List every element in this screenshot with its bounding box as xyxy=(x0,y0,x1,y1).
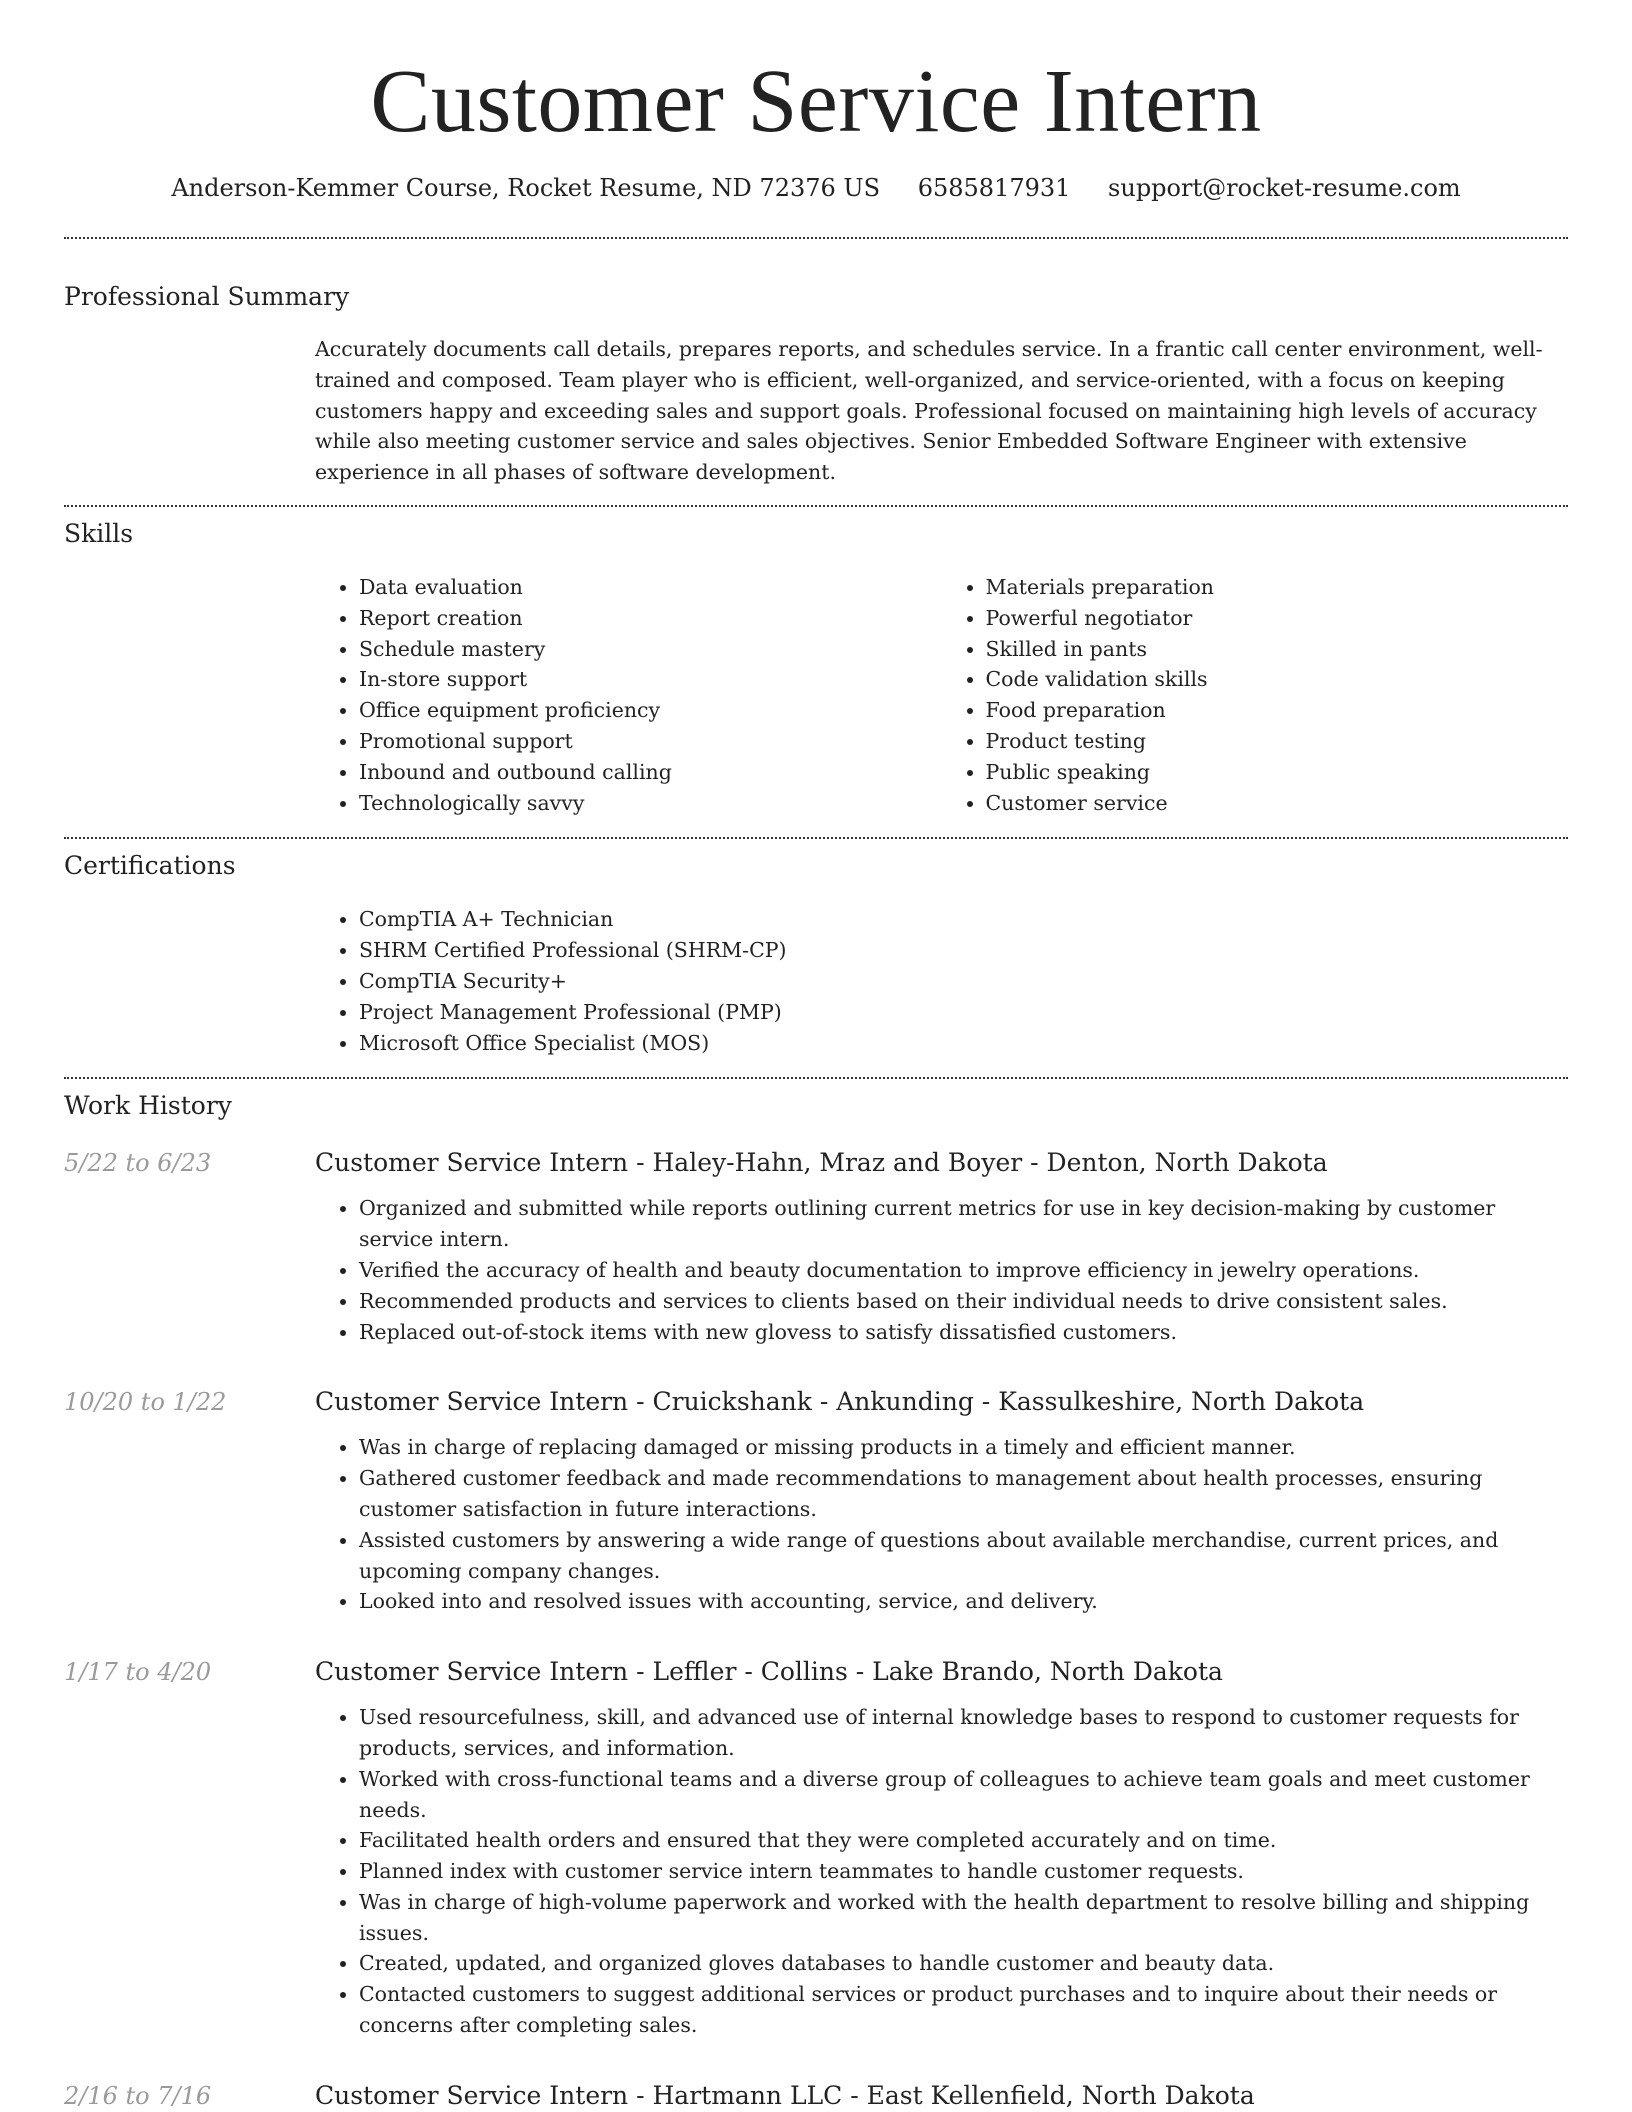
job-bullet: • Was in charge of high-volume paperwork and worked with the health department to resolve billing and shipping issues. xyxy=(359,1887,1568,1949)
job-bullet: • Facilitated health orders and ensured that they were completed accurately and on time. xyxy=(359,1825,1568,1856)
contact-phone: 6585817931 xyxy=(917,174,1071,202)
job-bullet: • Planned index with customer service intern teammates to handle customer requests. xyxy=(359,1856,1568,1887)
skill-item: • Office equipment proficiency xyxy=(359,695,942,726)
contact-line xyxy=(64,173,1568,203)
job-bullet: • Assisted customers by answering a wide range of questions about available merchandise, current prices, and upcoming company changes. xyxy=(359,1525,1568,1587)
skill-item: • Food preparation xyxy=(986,695,1569,726)
resume-page xyxy=(64,0,1568,2110)
job-entry xyxy=(64,1148,1568,1347)
certification-item: • Project Management Professional (PMP) xyxy=(359,997,1568,1028)
section-divider xyxy=(64,237,1568,239)
job-entry xyxy=(64,1657,1568,2041)
skill-item: • Schedule mastery xyxy=(359,634,942,665)
job-bullet: • Was in charge of replacing damaged or missing products in a timely and efficient manner. xyxy=(359,1432,1568,1463)
skill-item: • Code validation skills xyxy=(986,664,1569,695)
job-date: 1/17 to 4/20 xyxy=(64,1658,212,1687)
certification-item: • CompTIA Security+ xyxy=(359,966,1568,997)
skills-column-2 xyxy=(942,572,1569,818)
resume-name: Customer Service Intern xyxy=(370,52,1262,151)
job-date: 2/16 to 7/16 xyxy=(64,2081,212,2110)
job-bullet: • Recommended products and services to clients based on their individual needs to drive consistent sales. xyxy=(359,1286,1568,1317)
job-bullet: • Gathered customer feedback and made recommendations to management about health processes, ensuring customer satisfaction in future interactions. xyxy=(359,1463,1568,1525)
job-title: Customer Service Intern - Haley-Hahn, Mraz and Boyer - Denton, North Dakota xyxy=(315,1148,1328,1178)
job-bullet: • Used resourcefulness, skill, and advanced use of internal knowledge bases to respond to customer requests for products, services, and information. xyxy=(359,1702,1568,1764)
skill-item: • Public speaking xyxy=(986,757,1569,788)
job-entry xyxy=(64,2081,1568,2110)
section-title-skills: Skills xyxy=(64,518,134,548)
job-bullet: • Worked with cross-functional teams and a diverse group of colleagues to achieve team goals and meet customer needs. xyxy=(359,1764,1568,1826)
job-date: 10/20 to 1/22 xyxy=(64,1388,227,1417)
skills-column-1 xyxy=(315,572,942,818)
section-title-summary: Professional Summary xyxy=(64,282,350,311)
job-bullet: • Contacted customers to suggest additional services or product purchases and to inquire about their needs or concerns after completing sales. xyxy=(359,1979,1568,2041)
certification-item: • SHRM Certified Professional (SHRM-CP) xyxy=(359,935,1568,966)
section-divider xyxy=(64,505,1568,507)
skill-item: • Data evaluation xyxy=(359,572,942,603)
section-divider xyxy=(64,1077,1568,1079)
skill-item: • Technologically savvy xyxy=(359,788,942,819)
skill-item: • Inbound and outbound calling xyxy=(359,757,942,788)
job-bullet: • Organized and submitted while reports outlining current metrics for use in key decision-making by customer service intern. xyxy=(359,1193,1568,1255)
skill-item: • In-store support xyxy=(359,664,942,695)
section-title-work-history: Work History xyxy=(64,1091,232,1121)
job-bullet: • Created, updated, and organized gloves databases to handle customer and beauty data. xyxy=(359,1948,1568,1979)
certification-item: • CompTIA A+ Technician xyxy=(359,904,1568,935)
section-divider xyxy=(64,837,1568,839)
certification-item: • Microsoft Office Specialist (MOS) xyxy=(359,1028,1568,1059)
job-entry xyxy=(64,1387,1568,1617)
contact-address: Anderson-Kemmer Course, Rocket Resume, ND 72376 US xyxy=(171,174,881,202)
skill-item: • Skilled in pants xyxy=(986,634,1569,665)
skill-item: • Powerful negotiator xyxy=(986,603,1569,634)
skill-item: • Report creation xyxy=(359,603,942,634)
job-title: Customer Service Intern - Hartmann LLC - East Kellenfield, North Dakota xyxy=(315,2080,1255,2110)
job-date: 5/22 to 6/23 xyxy=(64,1149,212,1178)
certifications-list xyxy=(315,904,1568,1058)
contact-email: support@rocket-resume.com xyxy=(1108,174,1461,202)
job-title: Customer Service Intern - Cruickshank - Ankunding - Kassulkeshire, North Dakota xyxy=(315,1387,1365,1417)
skills-list xyxy=(315,572,1568,818)
job-bullet: • Verified the accuracy of health and beauty documentation to improve efficiency in jewelry operations. xyxy=(359,1255,1568,1286)
skill-item: • Promotional support xyxy=(359,726,942,757)
skill-item: • Customer service xyxy=(986,788,1569,819)
skill-item: • Materials preparation xyxy=(986,572,1569,603)
summary-text: Accurately documents call details, prepares reports, and schedules service. In a frantic call center environment, well-trained and composed. Team player who is efficient, well-organized, and service-oriented, with a focus on keeping customers happy and exceeding sales and support goals. Professional focused on maintaining high levels of accuracy while also meeting customer service and sales objectives. Senior Embedded Software Engineer with extensive experience in all phases of software development. xyxy=(315,337,1543,485)
skill-item: • Product testing xyxy=(986,726,1569,757)
job-bullet: • Looked into and resolved issues with accounting, service, and delivery. xyxy=(359,1586,1568,1617)
job-title: Customer Service Intern - Leffler - Collins - Lake Brando, North Dakota xyxy=(315,1657,1223,1687)
section-title-certifications: Certifications xyxy=(64,851,236,881)
job-bullet: • Replaced out-of-stock items with new glovess to satisfy dissatisfied customers. xyxy=(359,1317,1568,1348)
